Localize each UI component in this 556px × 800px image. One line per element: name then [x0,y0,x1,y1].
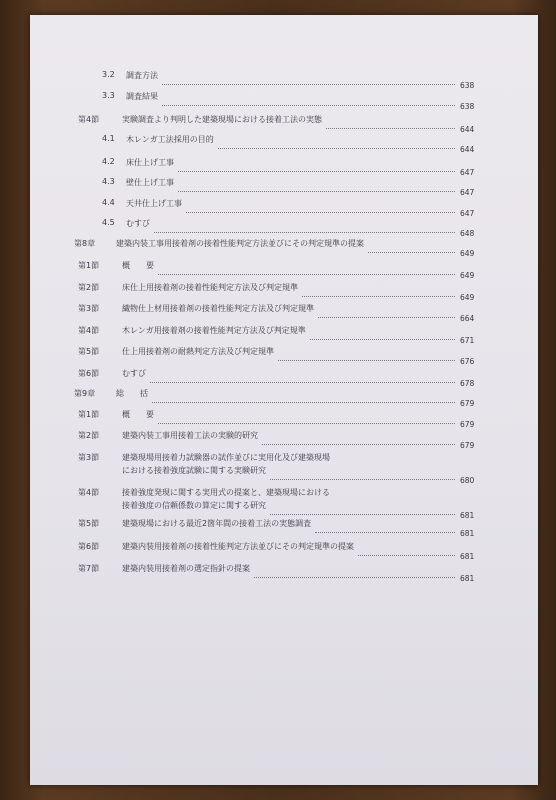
toc-entry [30,518,538,538]
toc-entry [30,388,538,408]
toc-page-number: 681 [460,511,475,520]
toc-page-number: 680 [460,476,475,485]
toc-leader-line [158,423,455,424]
toc-entry-title: 実験調査より判明した建築現場における接着工法の実態 [122,115,322,124]
toc-entry-number: 3.2 [102,70,115,79]
toc-page-number: 679 [460,441,475,450]
toc-entry-title: 建築内装用接着剤の接着性能判定方法並びにその判定規準の提案 [122,542,354,551]
toc-entry-number: 第1節 [78,261,100,270]
toc-entry-number: 第7節 [78,564,100,573]
toc-leader-line [315,532,455,533]
toc-entry [30,368,538,388]
toc-page-number: 671 [460,336,475,345]
toc-leader-line [152,402,455,403]
toc-entry [30,409,538,429]
toc-entry [30,177,538,197]
toc-leader-line [186,212,455,213]
toc-entry [30,260,538,280]
toc-entry-title-continued: 接着強度の信頼係数の算定に関する研究 [122,501,266,510]
toc-entry [30,430,538,450]
toc-page-number: 649 [460,249,475,258]
toc-entry-number: 第4節 [78,488,100,497]
toc-page-number: 648 [460,229,475,238]
toc-entry-number: 4.1 [102,134,115,143]
toc-leader-line [178,191,455,192]
toc-leader-line [254,577,455,578]
toc-entry-title: 木レンガ用接着剤の接着性能判定方法及び判定規準 [122,326,306,335]
toc-entry-number: 4.3 [102,177,115,186]
toc-entry [30,134,538,154]
toc-entry-number: 第5節 [78,347,100,356]
toc-leader-line [162,84,455,85]
toc-entry-number: 第4節 [78,115,100,124]
toc-page-number: 644 [460,125,475,134]
toc-entry-title: 建築現場用接着力試験器の試作並びに実用化及び建築現場 [122,453,330,462]
toc-entry-title-continued: における接着強度試験に関する実験研究 [122,466,266,475]
toc-entry-title: 調査方法 [126,71,158,80]
toc-leader-line [358,555,455,556]
toc-entry [30,91,538,111]
toc-leader-line [278,360,455,361]
toc-page-number: 647 [460,168,475,177]
toc-page-number: 678 [460,379,475,388]
toc-page-number: 649 [460,293,475,302]
toc-entry [30,198,538,218]
toc-entry-title: 床仕上げ工事 [126,158,174,167]
toc-entry-number: 第9章 [74,389,96,398]
toc-entry [30,282,538,302]
toc-entry-number: 4.5 [102,218,115,227]
toc-entry [30,218,538,238]
toc-entry-title: 建築内装工事用接着工法の実験的研究 [122,431,258,440]
toc-entry-title: 建築内装用接着剤の選定指針の提案 [122,564,250,573]
toc-entry [30,303,538,323]
toc-page-number: 681 [460,574,475,583]
toc-page-number: 644 [460,145,475,154]
toc-leader-line [150,382,455,383]
toc-page-number: 647 [460,188,475,197]
toc-entry [30,346,538,366]
toc-entry-number: 第1節 [78,410,100,419]
toc-entry-number: 第6節 [78,369,100,378]
toc-page-number: 679 [460,420,475,429]
toc-entry-title: 木レンガ工法採用の目的 [126,135,214,144]
toc-leader-line [326,128,455,129]
toc-entry [30,70,538,90]
toc-entry-title: 壁仕上げ工事 [126,178,174,187]
toc-page-number: 647 [460,209,475,218]
toc-entry-title: 概 要 [122,261,154,270]
toc-entry [30,487,538,520]
toc-entry-number: 第4節 [78,326,100,335]
toc-entry-title: 建築内装工事用接着剤の接着性能判定方法並びにその判定規準の提案 [116,239,364,248]
toc-leader-line [262,444,455,445]
toc-entry [30,452,538,485]
toc-leader-line [302,296,455,297]
toc-page-number: 638 [460,102,475,111]
toc-page-number: 649 [460,271,475,280]
toc-entry-title: 繊物仕上材用接着剤の接着性能判定方法及び判定規準 [122,304,314,313]
toc-page-number: 681 [460,529,475,538]
toc-page-number: 676 [460,357,475,366]
toc-leader-line [368,252,455,253]
toc-entry [30,563,538,583]
toc-entry-number: 第3節 [78,453,100,462]
toc-entry-number: 4.4 [102,198,115,207]
toc-leader-line [154,232,455,233]
toc-entry-title: 建築現場における最近2箇年間の接着工法の実態調査 [122,519,312,528]
toc-entry-title: 調査結果 [126,92,158,101]
toc-entry [30,325,538,345]
toc-entry-title: むすび [122,369,146,378]
toc-leader-line [310,339,455,340]
toc-leader-line [270,479,455,480]
toc-entry [30,238,538,258]
toc-entry-title: 床仕上用接着剤の接着性能判定方法及び判定規準 [122,283,298,292]
toc-entry-number: 第3節 [78,304,100,313]
toc-entry-number: 4.2 [102,157,115,166]
toc-leader-line [158,274,455,275]
toc-page-number: 679 [460,399,475,408]
toc-entry-title: 仕上用接着剤の耐熱判定方法及び判定規準 [122,347,274,356]
toc-entry [30,114,538,134]
toc-entry-title: 接着強度発現に関する実用式の提案と、建築現場における [122,488,330,497]
toc-entry-number: 3.3 [102,91,115,100]
toc-leader-line [318,317,455,318]
toc-entry-number: 第8章 [74,239,96,248]
toc-entry-title: 総 括 [116,389,148,398]
toc-leader-line [218,148,455,149]
toc-entry-number: 第5節 [78,519,100,528]
toc-entry [30,157,538,177]
toc-entry [30,541,538,561]
toc-entry-number: 第2節 [78,283,100,292]
toc-leader-line [178,171,455,172]
toc-leader-line [270,514,455,515]
toc-entry-title: 天井仕上げ工事 [126,199,182,208]
toc-leader-line [162,105,455,106]
toc-entry-number: 第6節 [78,542,100,551]
toc-page-number: 638 [460,81,475,90]
toc-page-number: 664 [460,314,475,323]
toc-entry-title: 概 要 [122,410,154,419]
toc-entry-title: むすび [126,219,150,228]
toc-entry-number: 第2節 [78,431,100,440]
toc-page-number: 681 [460,552,475,561]
document-page [30,15,538,785]
